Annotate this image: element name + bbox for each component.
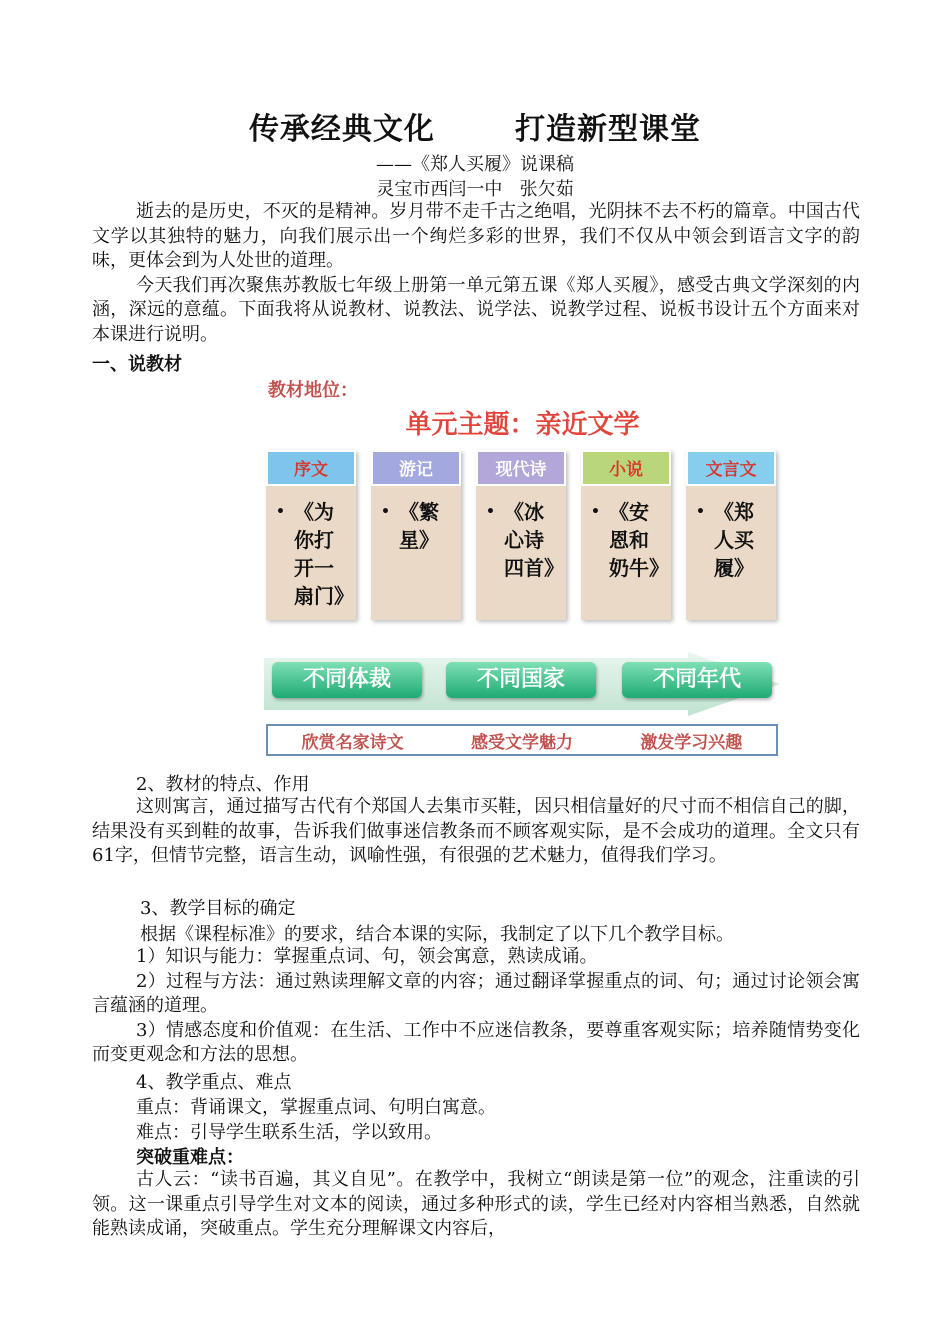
difficulty: 难点：引导学生联系生活，学以致用。 <box>136 1122 442 1143</box>
card-work: • 《郑人买履》 <box>696 500 754 580</box>
card-work: • 《为你打开一扇门》 <box>276 500 354 608</box>
key-point: 重点：背诵课文，掌握重点词、句明白寓意。 <box>136 1097 496 1118</box>
card-work: • 《冰心诗四首》 <box>486 500 564 580</box>
card-work: • 《安恩和奶牛》 <box>591 500 669 580</box>
goal-1: 1）知识与能力：掌握重点词、句，领会寓意，熟读成诵。 <box>136 946 598 967</box>
subsection-title-features: 2、教材的特点、作用 <box>136 774 310 795</box>
card-genre: 文言文 <box>686 450 776 486</box>
subsection-title-key-points: 4、教学重点、难点 <box>136 1072 292 1093</box>
intro-paragraph-1: 逝去的是历史，不灭的是精神。岁月带不走千古之绝唱，光阴抹不去不朽的篇章。中国古代文学以其独特的魅力，向我们展示出一个绚烂多彩的世界，我们不仅从中领会到语言文字的韵味，更体会到为人处世的道理。 <box>92 201 860 271</box>
subtitle: ——《郑人买履》说课稿 <box>376 154 574 175</box>
figure-label: 教材地位： <box>268 380 358 401</box>
unit-card-classical <box>686 450 776 620</box>
author-line: 灵宝市西闫一中 张欠茹 <box>376 179 574 200</box>
card-work: • 《繁星》 <box>381 500 439 552</box>
card-genre: 小说 <box>581 450 671 486</box>
arrow-label-genre: 不同体裁 <box>272 662 422 698</box>
goal-3: 3）情感态度和价值观：在生活、工作中不应迷信教条，要尊重客观实际；培养随情势变化而变更观念和方法的思想。 <box>92 1019 860 1065</box>
goals-intro: 根据《课程标准》的要求，结合本课的实际，我制定了以下几个教学目标。 <box>140 924 734 945</box>
section-heading-textbook: 一、说教材 <box>92 354 182 375</box>
breakthrough-paragraph: 古人云：“读书百遍，其义自见”。在教学中，我树立“朗读是第一位”的观念，注重读的引领。这一课重点引导学生对文本的阅读，通过多种形式的读，学生已经对内容相当熟悉，自然就能熟读成诵，突破重点。学生充分理解课文内容后， <box>92 1169 860 1239</box>
unit-card-travelogue <box>371 450 461 620</box>
intro-paragraph-2: 今天我们再次聚焦苏教版七年级上册第一单元第五课《郑人买履》，感受古典文学深刻的内涵，深远的意蕴。下面我将从说教材、说教法、说学法、说教学过程、说板书设计五个方面来对本课进行说明。 <box>92 274 860 345</box>
goal-item: 感受文学魅力 <box>470 732 573 753</box>
breakthrough-section <box>92 1168 860 1242</box>
breakthrough-title: 突破重难点： <box>136 1147 244 1168</box>
unit-card-novel <box>581 450 671 620</box>
card-genre: 现代诗 <box>476 450 566 486</box>
goals-list <box>92 945 860 1068</box>
unit-card-preface <box>266 450 356 620</box>
page-title: 传承经典文化 打造新型课堂 <box>248 112 702 147</box>
card-genre: 序文 <box>266 450 356 486</box>
unit-card-modern-poetry <box>476 450 566 620</box>
card-genre: 游记 <box>371 450 461 486</box>
subsection-title-goals: 3、教学目标的确定 <box>140 898 296 919</box>
features-section <box>92 795 860 869</box>
unit-theme: 单元主题：亲近文学 <box>405 410 640 440</box>
arrow-label-era: 不同年代 <box>622 662 772 698</box>
features-paragraph: 这则寓言，通过描写古代有个郑国人去集市买鞋，因只相信量好的尺寸而不相信自己的脚，结果没有买到鞋的故事，告诉我们做事迷信教条而不顾客观实际，是不会成功的道理。全文只有61字，但情节完整，语言生动，讽喻性强，有很强的艺术魅力，值得我们学习。 <box>92 796 860 866</box>
goals-box <box>266 724 778 756</box>
goal-2: 2）过程与方法：通过熟读理解文章的内容；通过翻译掌握重点的词、句；通过讨论领会寓言蕴涵的道理。 <box>92 970 860 1016</box>
goal-item: 激发学习兴趣 <box>640 732 743 753</box>
intro-section <box>92 200 860 347</box>
arrow-label-country: 不同国家 <box>446 662 596 698</box>
goal-item: 欣赏名家诗文 <box>301 732 404 753</box>
textbook-position-figure <box>260 372 785 762</box>
